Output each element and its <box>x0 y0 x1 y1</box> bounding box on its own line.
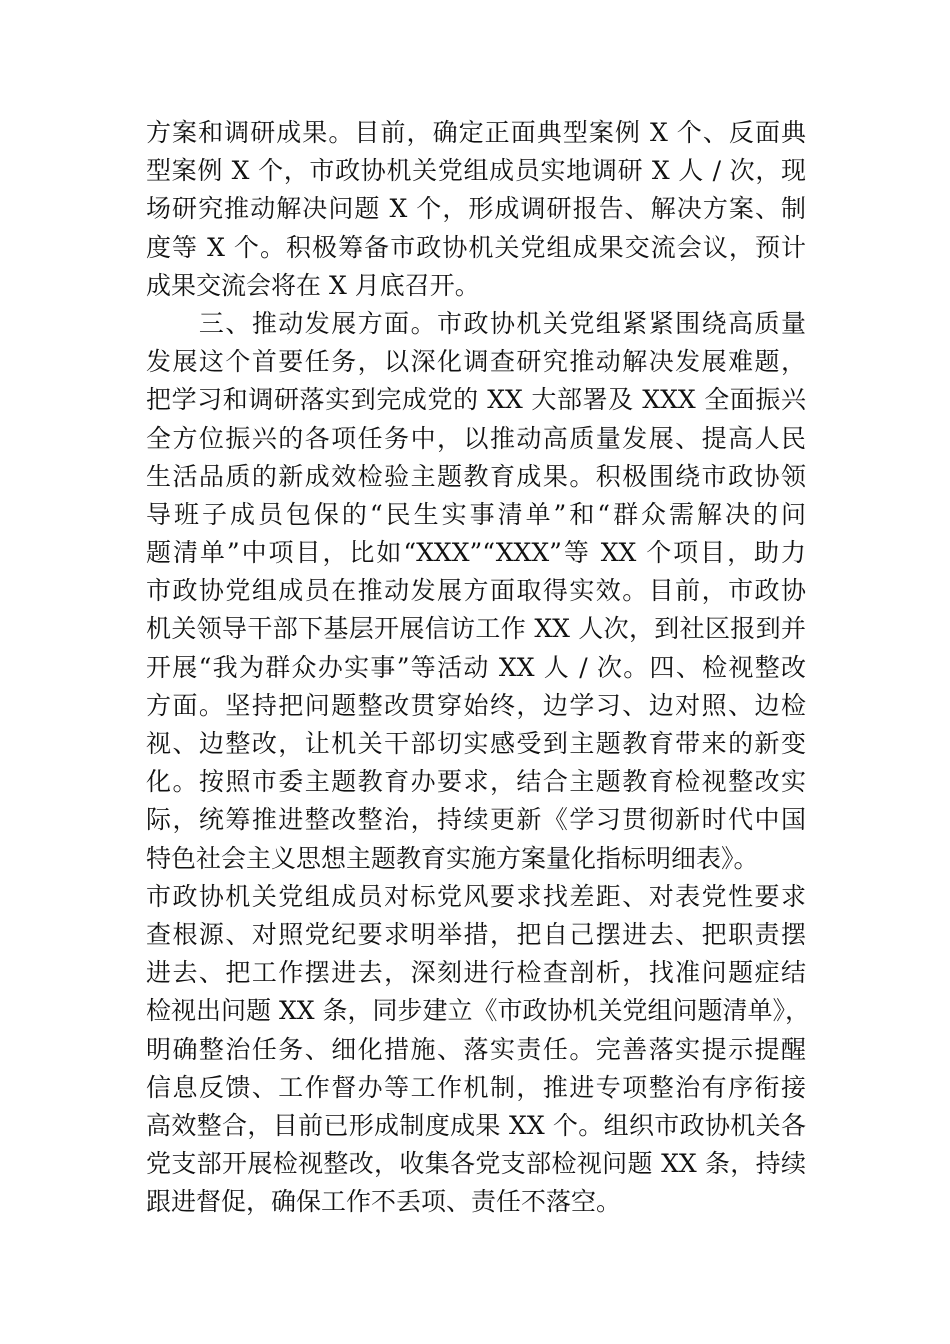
text-line: 场研究推动解决问题 X 个，形成调研报告、解决方案、制 <box>146 194 806 224</box>
text-line: 化。按照市委主题教育办要求，结合主题教育检视整改实 <box>146 767 806 797</box>
text-line: 度等 X 个。积极筹备市政协机关党组成果交流会议，预计 <box>146 232 806 262</box>
text-line: 市政协党组成员在推动发展方面取得实效。目前，市政协 <box>146 576 806 606</box>
text-line: 党支部开展检视整改，收集各党支部检视问题 XX 条，持续 <box>146 1149 806 1179</box>
text-line: 全方位振兴的各项任务中，以推动高质量发展、提高人民 <box>146 423 806 453</box>
text-line: 视、边整改，让机关干部切实感受到主题教育带来的新变 <box>146 729 806 758</box>
text-line: 题清单”中项目，比如“XXX”“XXX”等 XX 个项目，助力 <box>146 538 806 568</box>
text-line: 特色社会主义思想主题教育实施方案量化指标明细表》。 <box>146 843 759 873</box>
text-line: 检视出问题 XX 条，同步建立《市政协机关党组问题清单》， <box>146 996 810 1026</box>
text-line: 市政协机关党组成员对标党风要求找差距、对表党性要求 <box>146 881 806 911</box>
text-line: 明确整治任务、细化措施、落实责任。完善落实提示提醒 <box>146 1034 806 1064</box>
text-line: 三、推动发展方面。市政协机关党组紧紧围绕高质量 <box>146 308 806 338</box>
text-line: 型案例 X 个，市政协机关党组成员实地调研 X 人 / 次，现 <box>146 156 806 186</box>
text-line: 把学习和调研落实到完成党的 XX 大部署及 XXX 全面振兴 <box>146 385 806 415</box>
text-line: 信息反馈、工作督办等工作机制，推进专项整治有序衔接 <box>146 1072 806 1102</box>
text-line: 方案和调研成果。目前，确定正面典型案例 X 个、反面典 <box>146 118 806 147</box>
text-line: 导班子成员包保的“民生实事清单”和“群众需解决的问 <box>146 499 806 529</box>
text-line: 机关领导干部下基层开展信访工作 XX 人次，到社区报到并 <box>146 614 806 644</box>
text-line: 进去、把工作摆进去，深刻进行检查剖析，找准问题症结 <box>146 958 806 988</box>
text-line: 生活品质的新成效检验主题教育成果。积极围绕市政协领 <box>146 461 806 491</box>
text-line: 查根源、对照党纪要求明举措，把自己摆进去、把职责摆 <box>146 919 806 949</box>
text-line: 发展这个首要任务，以深化调查研究推动解决发展难题， <box>146 347 806 377</box>
text-line: 际，统筹推进整改整治，持续更新《学习贯彻新时代中国 <box>146 805 806 835</box>
text-line: 跟进督促，确保工作不丢项、责任不落空。 <box>146 1187 622 1217</box>
text-line: 方面。坚持把问题整改贯穿始终，边学习、边对照、边检 <box>146 690 806 720</box>
text-line: 成果交流会将在 X 月底召开。 <box>146 270 480 300</box>
body-text <box>146 114 810 1221</box>
text-line: 开展“我为群众办实事”等活动 XX 人 / 次。四、检视整改 <box>146 652 806 682</box>
text-line: 高效整合，目前已形成制度成果 XX 个。组织市政协机关各 <box>146 1110 806 1140</box>
